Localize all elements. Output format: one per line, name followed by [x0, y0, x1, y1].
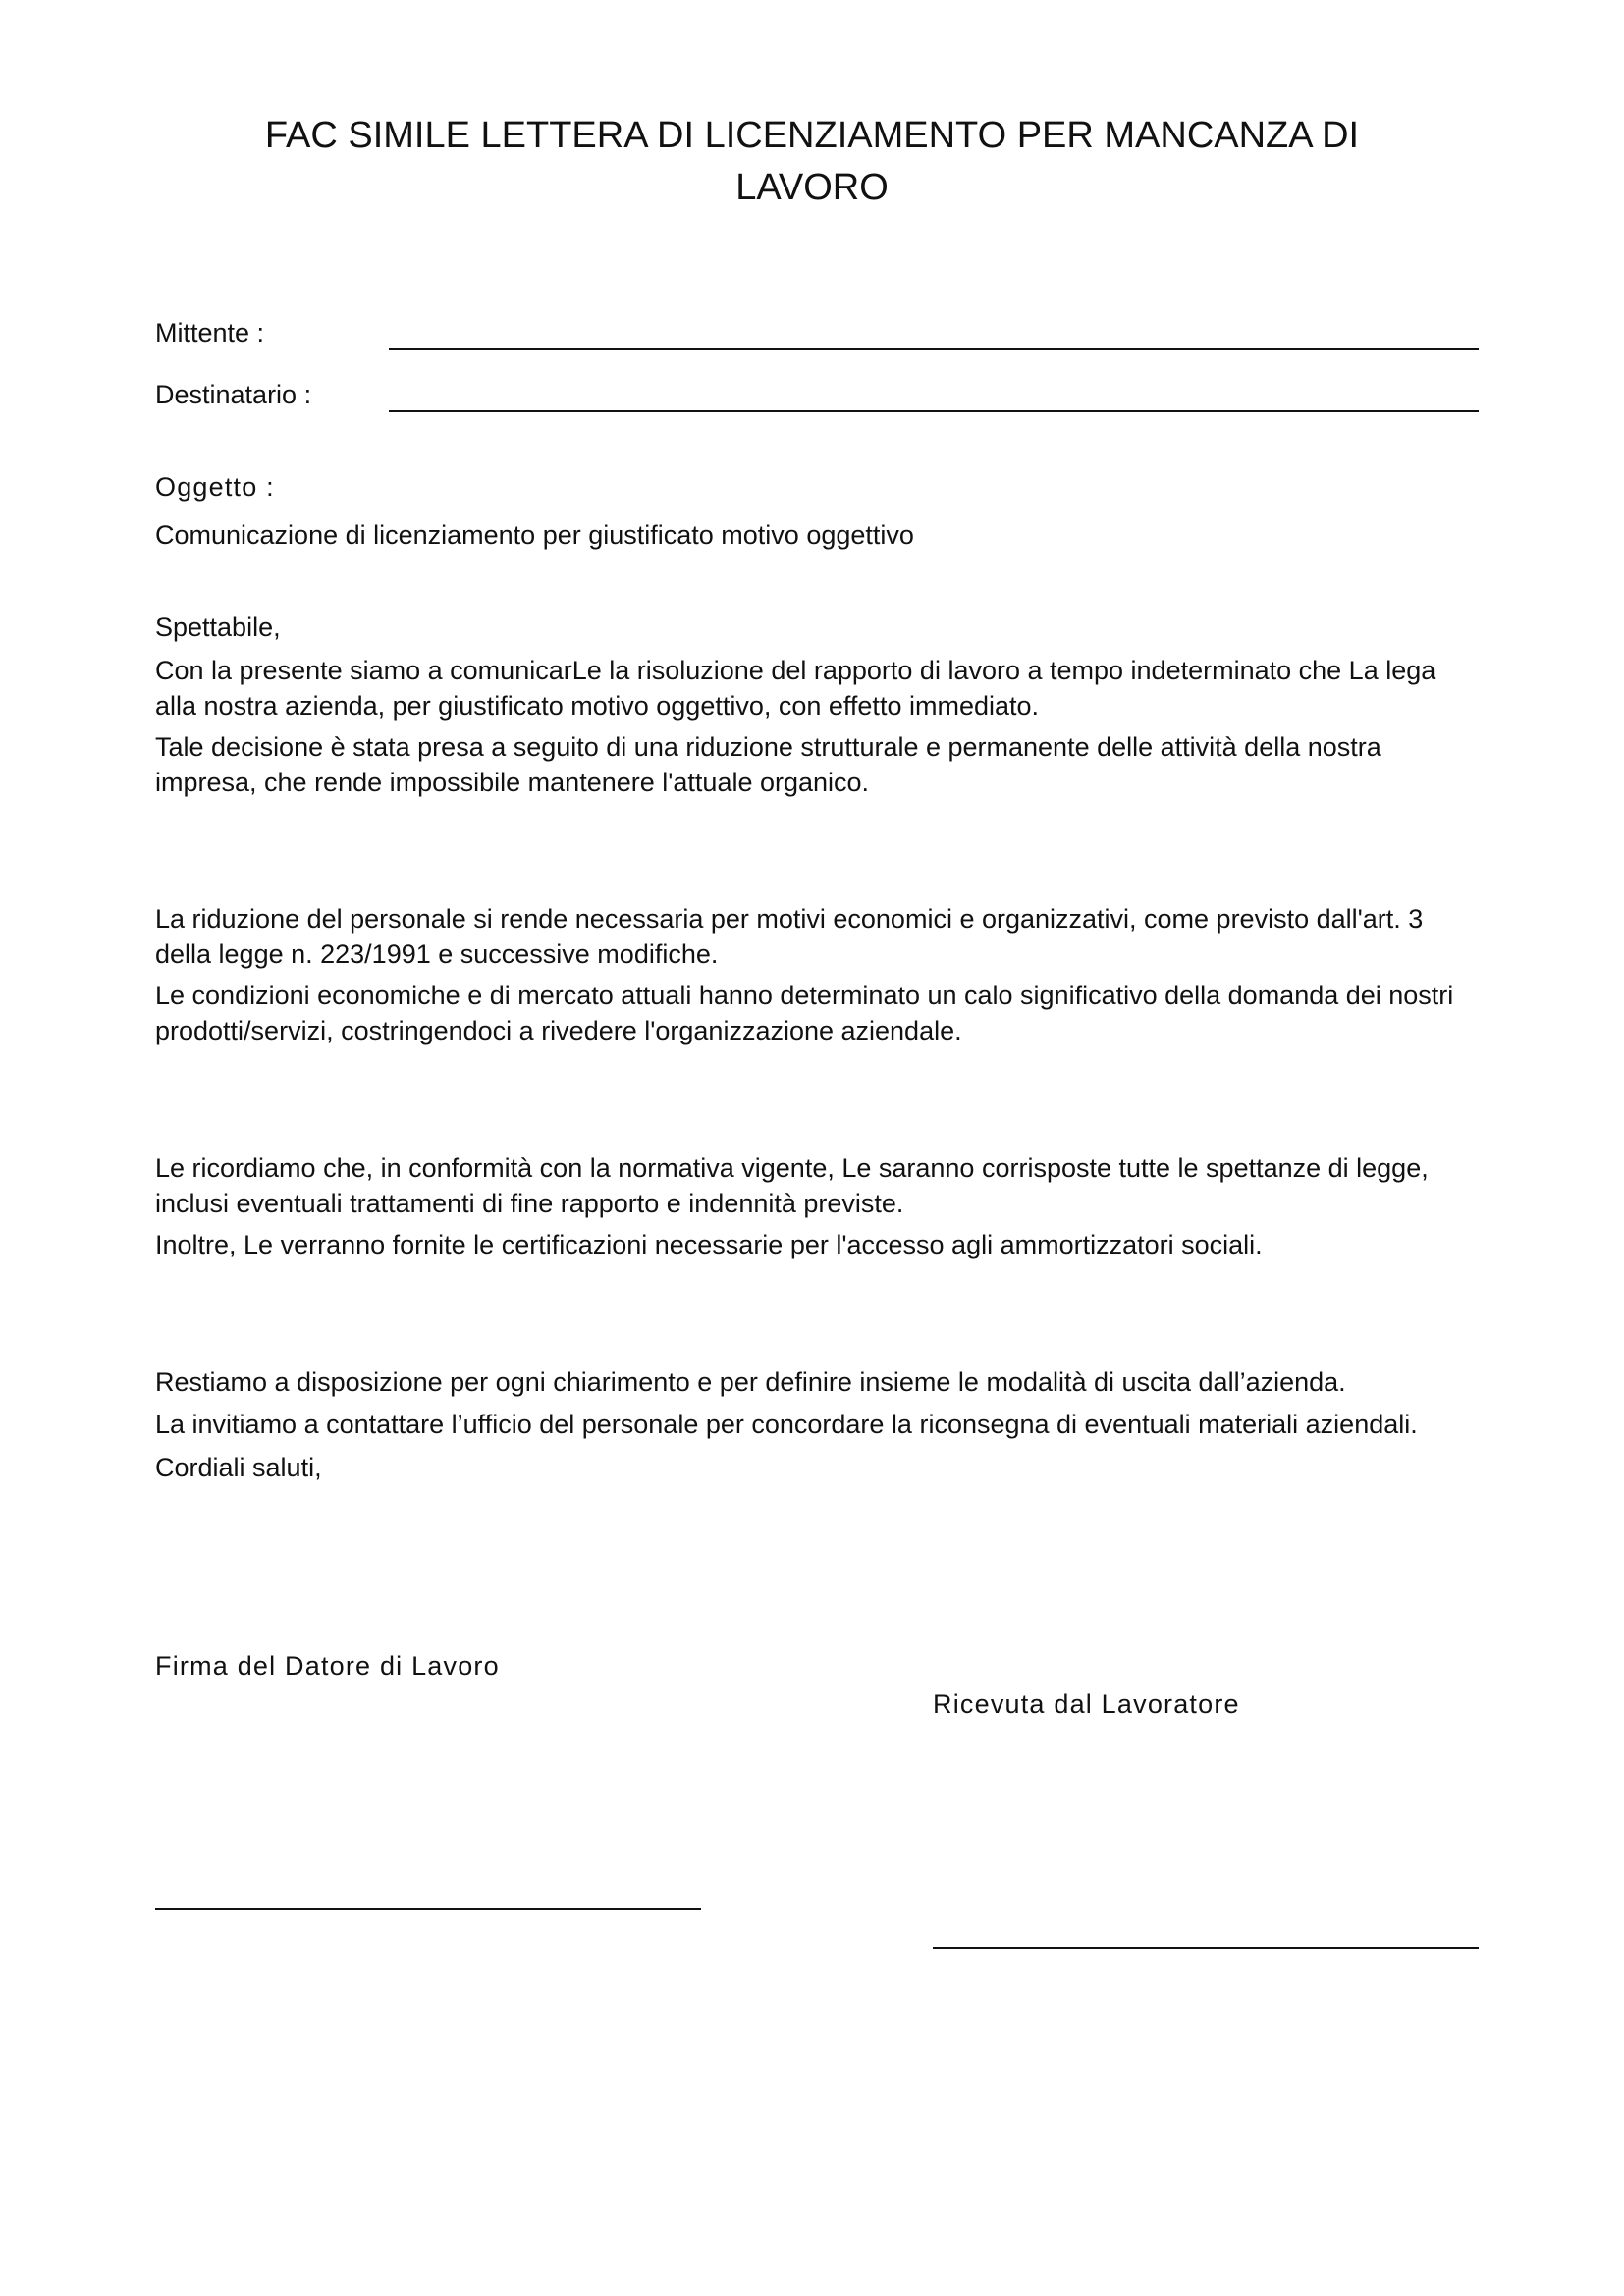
- mittente-label: Mittente :: [155, 318, 265, 347]
- paragraph-2: Tale decisione è stata presa a seguito di una riduzione strutturale e permanente delle attività della nostra impresa, che rende impossibile mantenere l'attuale organico.: [155, 732, 1381, 797]
- title-line-2: LAVORO: [735, 167, 889, 208]
- oggetto-label: Oggetto :: [155, 472, 275, 502]
- employee-signature-line[interactable]: [933, 1947, 1479, 1949]
- paragraph-8: La invitiamo a contattare l’ufficio del personale per concordare la riconsegna di eventuali materiali aziendali.: [155, 1410, 1418, 1439]
- document-title: [157, 110, 1467, 214]
- paragraph-1: Con la presente siamo a comunicarLe la risoluzione del rapporto di lavoro a tempo indeterminato che La lega alla nostra azienda, per giustificato motivo oggettivo, con effetto immediato.: [155, 656, 1436, 721]
- title-line-1: FAC SIMILE LETTERA DI LICENZIAMENTO PER MANCANZA DI: [264, 115, 1360, 156]
- oggetto-text: Comunicazione di licenziamento per giustificato motivo oggettivo: [155, 520, 914, 550]
- closing: Cordiali saluti,: [155, 1453, 322, 1482]
- employer-signature-label: Firma del Datore di Lavoro: [155, 1651, 500, 1681]
- employer-signature-line[interactable]: [155, 1908, 701, 1910]
- employee-receipt-label: Ricevuta dal Lavoratore: [933, 1689, 1240, 1719]
- paragraph-3: La riduzione del personale si rende necessaria per motivi economici e organizzativi, come previsto dall'art. 3 della legge n. 223/1991 e successive modifiche.: [155, 904, 1424, 969]
- destinatario-field-line[interactable]: [389, 410, 1479, 412]
- salutation: Spettabile,: [155, 613, 281, 642]
- paragraph-6: Inoltre, Le verranno fornite le certificazioni necessarie per l'accesso agli ammortizzatori sociali.: [155, 1230, 1263, 1259]
- destinatario-label: Destinatario :: [155, 380, 312, 409]
- paragraph-5: Le ricordiamo che, in conformità con la normativa vigente, Le saranno corrisposte tutte le spettanze di legge, inclusi eventuali trattamenti di fine rapporto e indennità previste.: [155, 1153, 1429, 1218]
- paragraph-7: Restiamo a disposizione per ogni chiarimento e per definire insieme le modalità di uscita dall’azienda.: [155, 1367, 1346, 1397]
- paragraph-4: Le condizioni economiche e di mercato attuali hanno determinato un calo significativo della domanda dei nostri prodotti/servizi, costringendoci a rivedere l'organizzazione aziendale.: [155, 981, 1454, 1045]
- mittente-field-line[interactable]: [389, 348, 1479, 350]
